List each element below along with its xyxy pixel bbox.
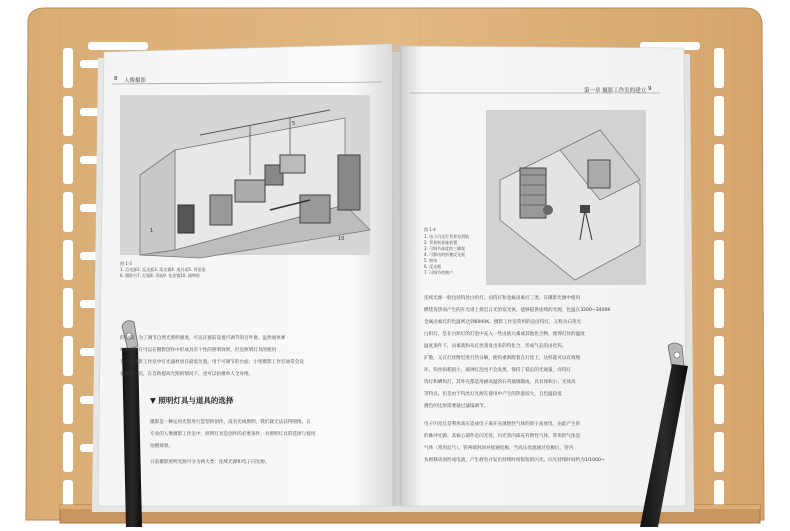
right-para-line-2: 燃烧发热而产生的在光谱上接近日光的发光体，能够提供连续的光源，色温在3200~3400K bbox=[424, 308, 611, 313]
svg-text:1: 1 bbox=[150, 228, 154, 234]
left-page-number: 8 bbox=[114, 76, 118, 82]
section-line-2: 专业的人像摄影工作室中，照明灯具是创作的必要条件，对照明灯具的选择与使用 bbox=[150, 432, 316, 437]
right-caption-5: 5. 窗帘 bbox=[424, 258, 438, 263]
right-para-line-9: 等特点。但是由于钨丝灯光源在使用中产生的热量较大，且色温较低 bbox=[424, 392, 562, 397]
right-caption-4: 4. 可移动的折叠反光板 bbox=[424, 252, 466, 257]
right-para-line-8: 钨灯和碘钨灯，其外壳都是用耐高温的石英玻璃制成，具有体积小、光效高 bbox=[424, 380, 576, 385]
left-para-line-2: 如使用侧灯可以在摄影创作中形成具有个性的照明效果，但是照明灯具的使用 bbox=[120, 348, 277, 353]
flash-line-4: 负极移动而形成电流，产生放电并发出持续时间很短的闪光。闪光持续时间约为1/1000~ bbox=[424, 458, 605, 463]
svg-text:5: 5 bbox=[292, 121, 296, 127]
studio-illustration-right bbox=[486, 110, 646, 285]
section-heading: ▼ 照明灯具与道具的选择 bbox=[150, 396, 234, 405]
right-caption-1: 1. 电子闪光灯背景布滑轨 bbox=[424, 234, 470, 239]
right-para-line-10: 摄色的还原需要通过滤镜调节。 bbox=[424, 404, 489, 409]
right-caption-7: 7. 可调节的窗户 bbox=[424, 270, 454, 275]
left-running-head: 人像摄影 bbox=[124, 78, 147, 84]
right-para-line-1: 连续光源一般包括钨丝白炽灯、卤钨灯和金属卤素灯三类。在摄影光源中使用 bbox=[424, 296, 581, 301]
flash-line-1: 电子闪光灯是利用高压造成电子离开充填惰性气体的原子而放电，由此产生的 bbox=[424, 422, 581, 427]
left-para-line-1: 的空间，为了调节自然光照明强度，可以在窗前设置可调节的百叶窗。虽然通体弹 bbox=[120, 336, 286, 341]
right-para-line-5: 温度条件下，卤素就和从灯丝蒸发出来的钨化合，形成气态的卤化钨。 bbox=[424, 344, 567, 349]
left-para-line-4: 备摄影人员，在自助提高光照的情况下，也可以拍摄单人全身像。 bbox=[120, 372, 254, 377]
flash-line-3: 气体（常用氙气）。管两端封闭并接通电极，当高压电流通过电极后，管内 bbox=[424, 446, 574, 451]
left-caption-1: 1. 点光源2. 反光板3. 柔光箱4. 道具桌5. 背景架 bbox=[120, 267, 206, 272]
svg-text:10: 10 bbox=[338, 236, 345, 242]
left-para-line-3: 在小型摄影工作室中灯光器材放在最低位置，用于可调节的台面；小型摄影工作室通常会设 bbox=[120, 360, 304, 365]
left-figure-label: 图 1-3 bbox=[120, 261, 132, 266]
left-caption-2: 6. 摄影台7. 灯架8. 吊轨9. 化妆镜10. 储物柜 bbox=[120, 273, 200, 278]
section-line-4: 日前摄影照明光源可分为两大类：连续光源和电子闪光源。 bbox=[150, 460, 270, 465]
section-line-1: 摄影是一种运用光影进行造型的创作。没有光线照明，我们就无法获得图像。在 bbox=[150, 420, 311, 425]
flash-line-2: 的脉冲光源。其核心部件是闪光管，闪光管内部充有惰性气体，常用的气体是 bbox=[424, 434, 581, 439]
right-caption-2: 2. 背景纸卷轴装置 bbox=[424, 240, 458, 245]
studio-illustration-left bbox=[120, 95, 370, 258]
right-caption-3: 3. 可调节高度的三脚架 bbox=[424, 246, 466, 251]
right-para-line-7: 环，钨丝损耗很小，玻璃灯泡也不会发黑，保持了稳定的光通量，卤钨灯 bbox=[424, 368, 572, 373]
right-para-line-3: 金属卤素灯的色温则达到6000K。摄影工作室常用的是卤钨灯，又称为石英光 bbox=[424, 320, 582, 325]
right-caption-6: 6. 反光板 bbox=[424, 264, 442, 269]
right-para-line-4: 白炽灯，是在白炽灯的灯泡中充入一些卤族元素或其他化合物，使得灯丝的温度 bbox=[424, 332, 585, 337]
right-running-head: 第一章 摄影工作室的建立 bbox=[584, 88, 647, 94]
right-page-number: 9 bbox=[648, 86, 652, 92]
right-para-line-6: 扩散，又在灯丝附近进行热分解，使钨重新附着在灯丝上，这样就可以有效地 bbox=[424, 356, 581, 361]
section-line-3: 拍摄效果。 bbox=[150, 444, 173, 449]
right-figure-label: 图 1-4 bbox=[424, 227, 436, 232]
